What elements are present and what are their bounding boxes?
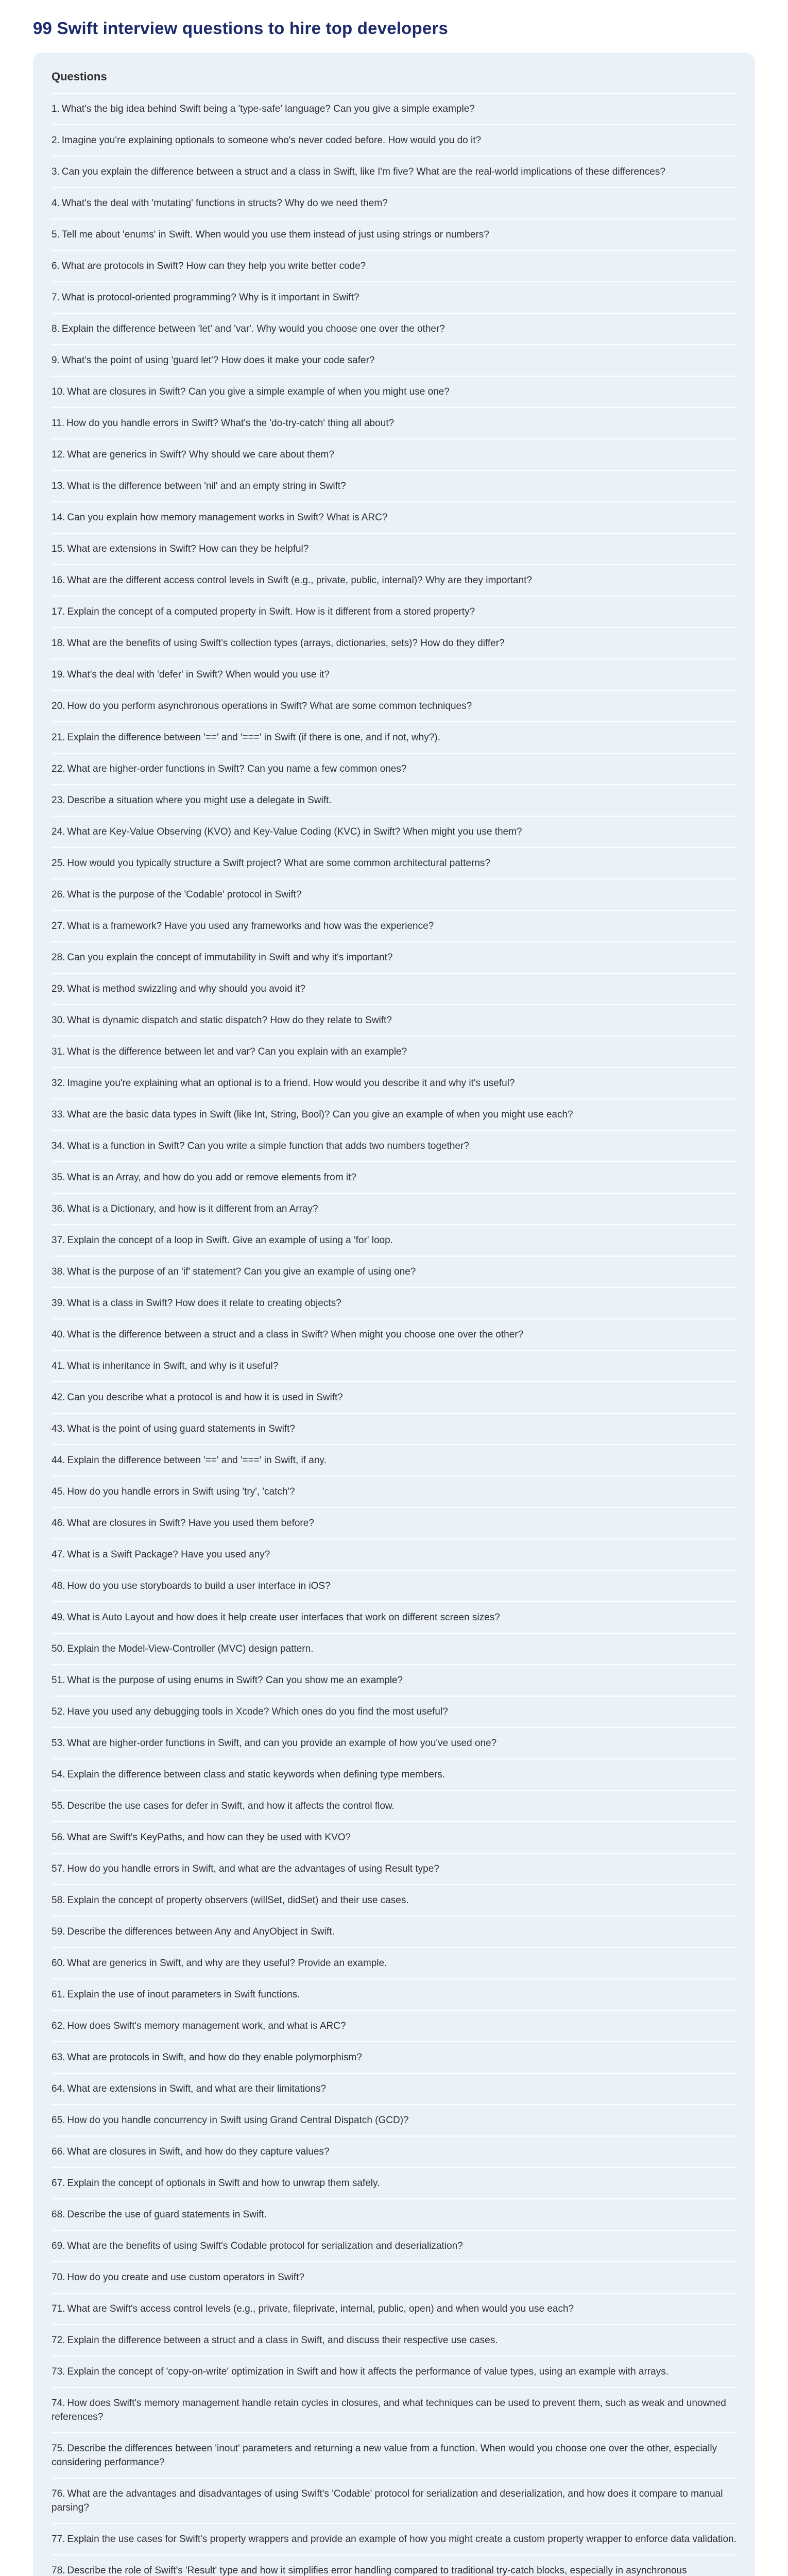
question-text: Explain the concept of a loop in Swift. Give an example of using a 'for' loop. xyxy=(67,1235,393,1246)
question-number: 65. xyxy=(52,2115,65,2126)
question-text: How do you handle errors in Swift using 'try', 'catch'? xyxy=(67,1486,295,1497)
question-text: What are protocols in Swift? How can they help you write better code? xyxy=(61,261,366,272)
question-item xyxy=(52,1005,736,1037)
question-number: 33. xyxy=(52,1109,65,1120)
question-item xyxy=(52,1697,736,1728)
question-text: What is the purpose of an 'if' statement? Can you give an example of using one? xyxy=(67,1266,416,1277)
question-item xyxy=(52,1948,736,1979)
question-item xyxy=(52,817,736,848)
question-text: What are generics in Swift, and why are they useful? Provide an example. xyxy=(67,1958,387,1969)
question-item xyxy=(52,2388,736,2433)
question-text: How do you create and use custom operators in Swift? xyxy=(67,2272,304,2283)
question-item xyxy=(52,628,736,659)
question-item xyxy=(52,1477,736,1508)
question-item xyxy=(52,1351,736,1382)
question-number: 44. xyxy=(52,1455,65,1466)
question-item xyxy=(52,1037,736,1068)
question-number: 48. xyxy=(52,1581,65,1591)
question-item xyxy=(52,2433,736,2479)
question-item xyxy=(52,2199,736,2231)
questions-card xyxy=(33,53,755,2576)
question-text: How does Swift's memory management work, and what is ARC? xyxy=(67,2021,346,2031)
question-number: 68. xyxy=(52,2209,65,2220)
question-text: What is an Array, and how do you add or remove elements from it? xyxy=(67,1172,356,1183)
question-number: 49. xyxy=(52,1612,65,1623)
question-number: 12. xyxy=(52,449,65,460)
question-number: 53. xyxy=(52,1738,65,1749)
question-text: Explain the difference between '==' and '===' in Swift, if any. xyxy=(67,1455,327,1466)
question-number: 32. xyxy=(52,1078,65,1089)
question-item xyxy=(52,502,736,534)
question-item xyxy=(52,1508,736,1539)
question-text: Explain the concept of property observers (willSet, didSet) and their use cases. xyxy=(67,1895,409,1906)
question-item xyxy=(52,565,736,597)
question-number: 71. xyxy=(52,2303,65,2314)
question-text: Explain the difference between 'let' and 'var'. Why would you choose one over the other? xyxy=(61,324,445,334)
question-number: 47. xyxy=(52,1549,65,1560)
question-text: What is a framework? Have you used any frameworks and how was the experience? xyxy=(67,921,434,931)
question-item xyxy=(52,2168,736,2199)
question-item xyxy=(52,597,736,628)
question-text: Explain the difference between class and static keywords when defining type members. xyxy=(67,1769,446,1780)
question-number: 36. xyxy=(52,1204,65,1214)
question-number: 7. xyxy=(52,292,60,303)
question-number: 75. xyxy=(52,2443,65,2454)
question-item xyxy=(52,2262,736,2294)
question-text: Describe the role of Swift's 'Result' type and how it simplifies error handling compared to traditional try-catch blocks, especially in asynchronous xyxy=(67,2565,687,2576)
question-number: 38. xyxy=(52,1266,65,1277)
question-number: 64. xyxy=(52,2083,65,2094)
question-text: What's the point of using 'guard let'? How does it make your code safer? xyxy=(61,355,375,366)
question-number: 41. xyxy=(52,1361,65,1371)
question-number: 77. xyxy=(52,2534,65,2545)
question-item xyxy=(52,2479,736,2524)
question-text: Imagine you're explaining what an optional is to a friend. How would you describe it and why it's useful? xyxy=(67,1078,515,1089)
question-item xyxy=(52,219,736,251)
question-text: What is the difference between let and var? Can you explain with an example? xyxy=(67,1046,407,1057)
question-text: Tell me about 'enums' in Swift. When would you use them instead of just using strings or numbers? xyxy=(61,229,489,240)
question-number: 22. xyxy=(52,764,65,774)
question-number: 34. xyxy=(52,1141,65,1151)
question-item xyxy=(52,2011,736,2042)
question-number: 59. xyxy=(52,1926,65,1937)
question-text: What are higher-order functions in Swift, and can you provide an example of how you've used one? xyxy=(67,1738,497,1749)
question-number: 57. xyxy=(52,1863,65,1874)
question-item xyxy=(52,1854,736,1885)
question-number: 29. xyxy=(52,984,65,994)
question-item xyxy=(52,1382,736,1414)
question-text: What is protocol-oriented programming? Why is it important in Swift? xyxy=(61,292,359,303)
question-item xyxy=(52,188,736,219)
question-text: What are generics in Swift? Why should we care about them? xyxy=(67,449,334,460)
question-item xyxy=(52,722,736,754)
question-item xyxy=(52,785,736,817)
question-item xyxy=(52,1665,736,1697)
page-title: 99 Swift interview questions to hire top developers xyxy=(33,19,449,38)
question-item xyxy=(52,94,736,125)
question-item xyxy=(52,408,736,439)
question-item xyxy=(52,1759,736,1791)
question-number: 16. xyxy=(52,575,65,586)
question-number: 56. xyxy=(52,1832,65,1843)
question-item xyxy=(52,314,736,345)
question-item xyxy=(52,1917,736,1948)
question-text: What is the difference between 'nil' and an empty string in Swift? xyxy=(67,481,346,492)
question-item xyxy=(52,2294,736,2325)
question-text: Describe the use of guard statements in Swift. xyxy=(67,2209,267,2220)
question-item xyxy=(52,125,736,157)
question-number: 46. xyxy=(52,1518,65,1529)
question-number: 52. xyxy=(52,1706,65,1717)
question-item xyxy=(52,1791,736,1822)
question-text: What are the advantages and disadvantages of using Swift's 'Codable' protocol for serialization and deserialization, and how does it compare to manual parsing? xyxy=(52,2488,723,2513)
question-number: 58. xyxy=(52,1895,65,1906)
question-text: Imagine you're explaining optionals to someone who's never coded before. How would you do it? xyxy=(61,135,482,146)
question-number: 17. xyxy=(52,606,65,617)
question-text: What's the deal with 'mutating' functions in structs? Why do we need them? xyxy=(61,198,388,209)
question-text: What is inheritance in Swift, and why is it useful? xyxy=(67,1361,279,1371)
question-number: 26. xyxy=(52,889,65,900)
question-text: What is the purpose of using enums in Swift? Can you show me an example? xyxy=(67,1675,403,1686)
questions-list xyxy=(52,94,736,2576)
question-text: What are extensions in Swift? How can they be helpful? xyxy=(67,544,309,554)
question-text: What is a Dictionary, and how is it different from an Array? xyxy=(67,1204,318,1214)
question-item xyxy=(52,2357,736,2388)
question-text: How do you perform asynchronous operations in Swift? What are some common techniques? xyxy=(67,701,472,711)
question-number: 21. xyxy=(52,732,65,743)
question-item xyxy=(52,2231,736,2262)
question-item xyxy=(52,911,736,942)
question-item xyxy=(52,157,736,188)
question-item xyxy=(52,1571,736,1602)
question-text: How do you handle errors in Swift, and what are the advantages of using Result type? xyxy=(67,1863,439,1874)
question-number: 8. xyxy=(52,324,60,334)
question-number: 27. xyxy=(52,921,65,931)
question-number: 54. xyxy=(52,1769,65,1780)
question-text: Describe the differences between Any and AnyObject in Swift. xyxy=(67,1926,335,1937)
question-number: 5. xyxy=(52,229,60,240)
question-item xyxy=(52,1162,736,1194)
question-text: What are protocols in Swift, and how do they enable polymorphism? xyxy=(67,2052,362,2063)
question-text: Explain the concept of 'copy-on-write' optimization in Swift and how it affects the performance of value types, using an example with arrays. xyxy=(67,2366,669,2377)
question-number: 76. xyxy=(52,2488,65,2499)
question-number: 72. xyxy=(52,2335,65,2346)
question-item xyxy=(52,534,736,565)
question-text: What's the big idea behind Swift being a 'type-safe' language? Can you give a simple example? xyxy=(61,104,475,114)
question-text: Describe the differences between 'inout' parameters and returning a new value from a function. When would you choose one over the other, especially considering performance? xyxy=(52,2443,717,2468)
question-number: 24. xyxy=(52,826,65,837)
question-item xyxy=(52,2137,736,2168)
question-item xyxy=(52,1319,736,1351)
question-item xyxy=(52,2325,736,2357)
question-item xyxy=(52,1602,736,1634)
question-text: What are closures in Swift? Can you give a simple example of when you might use one? xyxy=(67,386,450,397)
question-item xyxy=(52,1822,736,1854)
question-number: 66. xyxy=(52,2146,65,2157)
question-number: 70. xyxy=(52,2272,65,2283)
question-text: What is dynamic dispatch and static dispatch? How do they relate to Swift? xyxy=(67,1015,392,1026)
question-text: What are Swift's KeyPaths, and how can they be used with KVO? xyxy=(67,1832,351,1843)
question-item xyxy=(52,1885,736,1917)
question-text: What is method swizzling and why should you avoid it? xyxy=(67,984,305,994)
question-item xyxy=(52,974,736,1005)
question-text: Can you explain the difference between a struct and a class in Swift, like I'm five? What are the real-world implications of these differences? xyxy=(61,166,665,177)
question-text: Can you describe what a protocol is and how it is used in Swift? xyxy=(67,1392,343,1403)
question-item xyxy=(52,1414,736,1445)
question-number: 74. xyxy=(52,2398,65,2409)
question-text: How do you handle errors in Swift? What's the 'do-try-catch' thing all about? xyxy=(66,418,395,429)
question-number: 25. xyxy=(52,858,65,869)
question-number: 20. xyxy=(52,701,65,711)
question-item xyxy=(52,1728,736,1759)
question-item xyxy=(52,2042,736,2074)
question-number: 9. xyxy=(52,355,60,366)
question-text: What are Key-Value Observing (KVO) and Key-Value Coding (KVC) in Swift? When might you use them? xyxy=(67,826,522,837)
question-item xyxy=(52,251,736,282)
question-text: What is a class in Swift? How does it relate to creating objects? xyxy=(67,1298,341,1309)
question-text: What are the basic data types in Swift (like Int, String, Bool)? Can you give an example of when you might use each? xyxy=(67,1109,573,1120)
question-number: 1. xyxy=(52,104,60,114)
question-text: What are the different access control levels in Swift (e.g., private, public, internal)? Why are they important? xyxy=(67,575,532,586)
question-text: What is the point of using guard statements in Swift? xyxy=(67,1423,295,1434)
question-item xyxy=(52,2074,736,2105)
question-number: 63. xyxy=(52,2052,65,2063)
question-item xyxy=(52,439,736,471)
question-number: 14. xyxy=(52,512,65,523)
question-item xyxy=(52,471,736,502)
question-text: Explain the difference between '==' and '===' in Swift (if there is one, and if not, why?). xyxy=(67,732,440,743)
question-number: 60. xyxy=(52,1958,65,1969)
question-number: 43. xyxy=(52,1423,65,1434)
question-item xyxy=(52,1634,736,1665)
questions-heading: Questions xyxy=(52,70,736,94)
question-item xyxy=(52,1445,736,1477)
question-number: 78. xyxy=(52,2565,65,2576)
question-text: What is a function in Swift? Can you write a simple function that adds two numbers together? xyxy=(67,1141,469,1151)
question-text: Explain the use of inout parameters in Swift functions. xyxy=(67,1989,300,2000)
question-number: 69. xyxy=(52,2241,65,2251)
question-item xyxy=(52,1225,736,1257)
question-item xyxy=(52,1979,736,2011)
question-text: Can you explain the concept of immutability in Swift and why it's important? xyxy=(67,952,393,963)
question-text: What are extensions in Swift, and what are their limitations? xyxy=(67,2083,327,2094)
question-item xyxy=(52,1131,736,1162)
question-number: 45. xyxy=(52,1486,65,1497)
question-text: Describe the use cases for defer in Swift, and how it affects the control flow. xyxy=(67,1801,395,1811)
question-text: How would you typically structure a Swift project? What are some common architectural patterns? xyxy=(67,858,490,869)
question-number: 67. xyxy=(52,2178,65,2189)
question-number: 42. xyxy=(52,1392,65,1403)
question-text: What is Auto Layout and how does it help create user interfaces that work on different screen sizes? xyxy=(67,1612,500,1623)
question-item xyxy=(52,2105,736,2137)
question-number: 6. xyxy=(52,261,60,272)
question-text: What are the benefits of using Swift's Codable protocol for serialization and deserialization? xyxy=(67,2241,463,2251)
question-text: What are closures in Swift? Have you used them before? xyxy=(67,1518,314,1529)
question-item xyxy=(52,282,736,314)
question-item xyxy=(52,2555,736,2576)
question-item xyxy=(52,1257,736,1288)
question-item xyxy=(52,1099,736,1131)
question-number: 55. xyxy=(52,1801,65,1811)
question-number: 62. xyxy=(52,2021,65,2031)
question-text: What is the difference between a struct and a class in Swift? When might you choose one over the other? xyxy=(67,1329,524,1340)
question-text: Explain the concept of optionals in Swift and how to unwrap them safely. xyxy=(67,2178,380,2189)
question-number: 19. xyxy=(52,669,65,680)
question-number: 10. xyxy=(52,386,65,397)
question-number: 61. xyxy=(52,1989,65,2000)
question-number: 40. xyxy=(52,1329,65,1340)
question-text: What is the purpose of the 'Codable' protocol in Swift? xyxy=(67,889,302,900)
question-item xyxy=(52,659,736,691)
question-number: 30. xyxy=(52,1015,65,1026)
question-text: Explain the concept of a computed property in Swift. How is it different from a stored property? xyxy=(67,606,475,617)
question-text: How does Swift's memory management handle retain cycles in closures, and what techniques can be used to prevent them, such as weak and unowned references? xyxy=(52,2398,726,2422)
question-item xyxy=(52,942,736,974)
question-text: What are the benefits of using Swift's collection types (arrays, dictionaries, sets)? How do they differ? xyxy=(67,638,505,649)
question-text: Explain the Model-View-Controller (MVC) design pattern. xyxy=(67,1643,314,1654)
question-item xyxy=(52,848,736,879)
question-text: How do you handle concurrency in Swift using Grand Central Dispatch (GCD)? xyxy=(67,2115,409,2126)
question-number: 23. xyxy=(52,795,65,806)
question-text: What are higher-order functions in Swift? Can you name a few common ones? xyxy=(67,764,407,774)
question-item xyxy=(52,2524,736,2555)
question-text: Can you explain how memory management works in Swift? What is ARC? xyxy=(67,512,388,523)
question-number: 2. xyxy=(52,135,60,146)
question-text: What's the deal with 'defer' in Swift? When would you use it? xyxy=(67,669,330,680)
question-item xyxy=(52,754,736,785)
question-item xyxy=(52,1539,736,1571)
question-item xyxy=(52,377,736,408)
question-number: 39. xyxy=(52,1298,65,1309)
question-text: Have you used any debugging tools in Xcode? Which ones do you find the most useful? xyxy=(67,1706,448,1717)
question-number: 15. xyxy=(52,544,65,554)
question-number: 31. xyxy=(52,1046,65,1057)
question-item xyxy=(52,879,736,911)
question-item xyxy=(52,691,736,722)
question-number: 13. xyxy=(52,481,65,492)
question-number: 11. xyxy=(52,418,65,429)
question-text: How do you use storyboards to build a user interface in iOS? xyxy=(67,1581,331,1591)
question-item xyxy=(52,1068,736,1099)
question-number: 3. xyxy=(52,166,60,177)
question-text: Explain the use cases for Swift's property wrappers and provide an example of how you might create a custom property wrapper to enforce data validation. xyxy=(67,2534,736,2545)
question-text: What are Swift's access control levels (e.g., private, fileprivate, internal, public, open) and when would you use each? xyxy=(67,2303,574,2314)
question-item xyxy=(52,1288,736,1319)
question-text: What are closures in Swift, and how do they capture values? xyxy=(67,2146,330,2157)
question-item xyxy=(52,345,736,377)
question-number: 73. xyxy=(52,2366,65,2377)
question-item xyxy=(52,1194,736,1225)
question-number: 28. xyxy=(52,952,65,963)
question-number: 37. xyxy=(52,1235,65,1246)
question-text: What is a Swift Package? Have you used any? xyxy=(67,1549,270,1560)
question-number: 51. xyxy=(52,1675,65,1686)
question-number: 35. xyxy=(52,1172,65,1183)
question-text: Explain the difference between a struct and a class in Swift, and discuss their respective use cases. xyxy=(67,2335,498,2346)
question-number: 4. xyxy=(52,198,60,209)
question-text: Describe a situation where you might use a delegate in Swift. xyxy=(67,795,332,806)
question-number: 50. xyxy=(52,1643,65,1654)
question-number: 18. xyxy=(52,638,65,649)
